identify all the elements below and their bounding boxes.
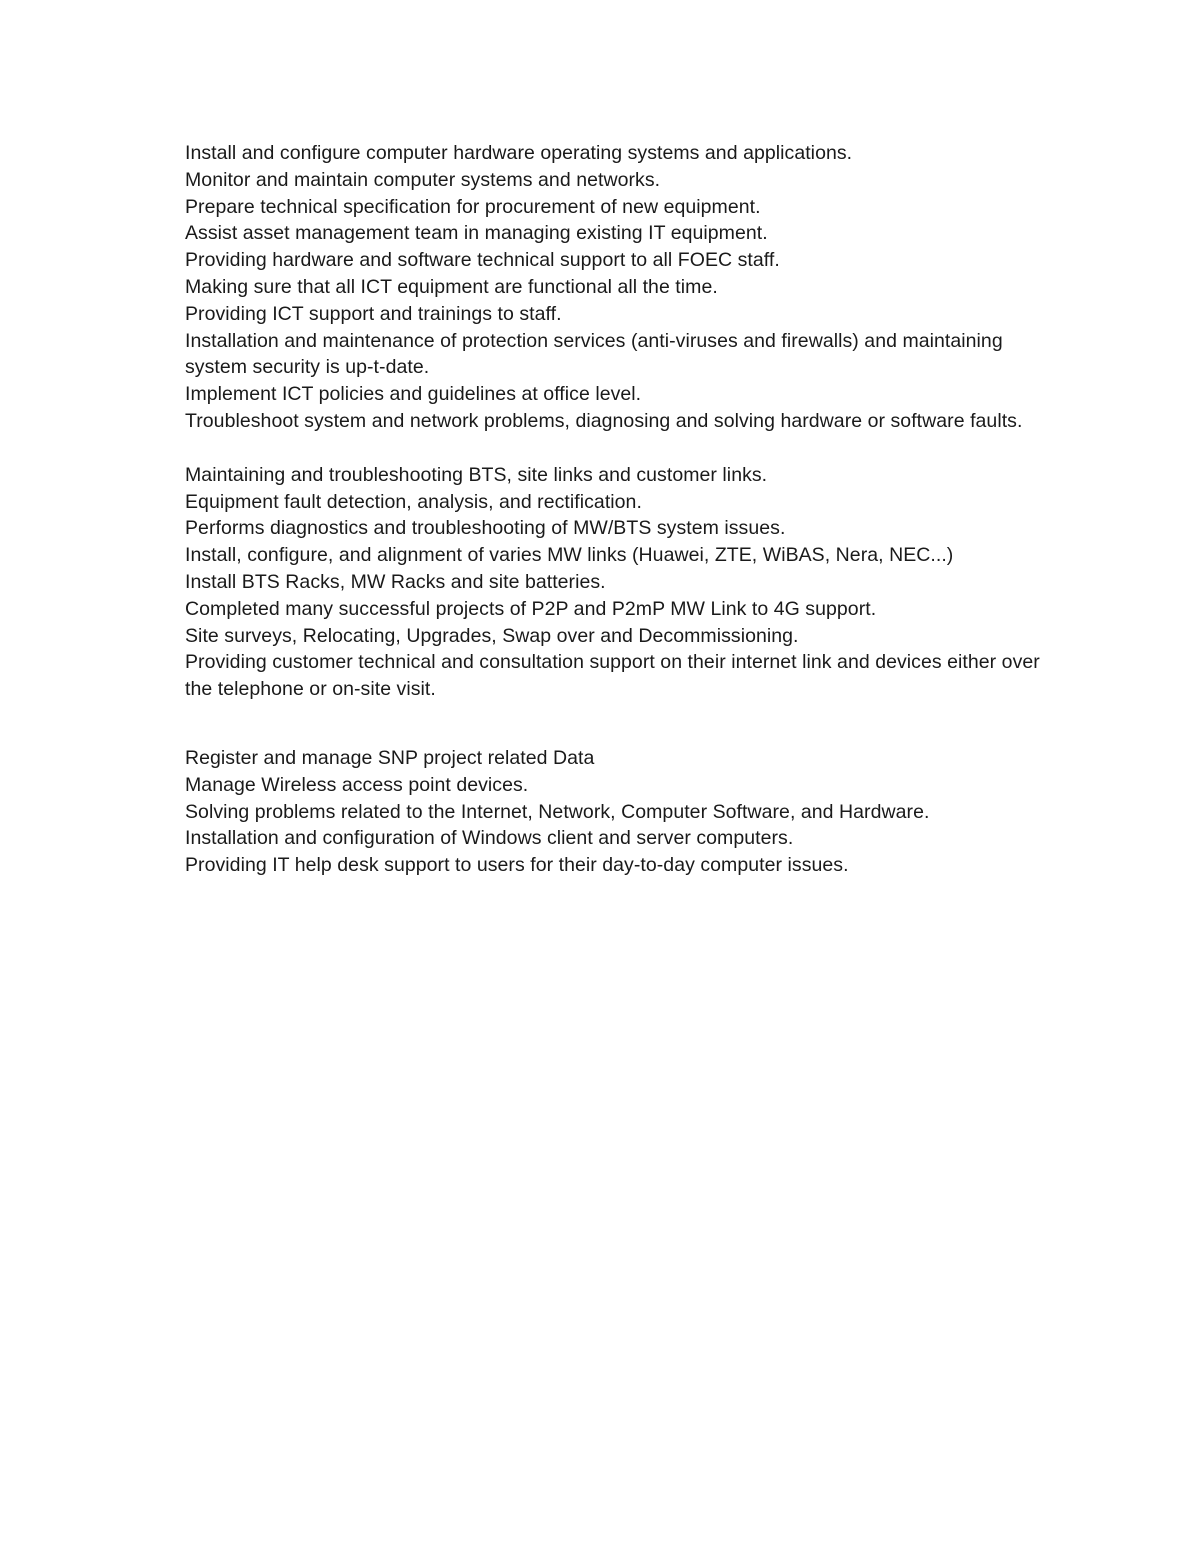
list-item: Installation and maintenance of protection services (anti-viruses and firewalls) and maintaining system security is up-t-date. <box>185 329 1003 379</box>
list-item: Providing hardware and software technical support to all FOEC staff. <box>185 249 780 272</box>
list-item: Site surveys, Relocating, Upgrades, Swap over and Decommissioning. <box>185 624 799 647</box>
list-item: Install BTS Racks, MW Racks and site batteries. <box>185 570 606 593</box>
list-item: Maintaining and troubleshooting BTS, site links and customer links. <box>185 463 768 486</box>
list-item: Providing IT help desk support to users for their day-to-day computer issues. <box>185 854 849 877</box>
list-item: Assist asset management team in managing existing IT equipment. <box>185 222 768 245</box>
list-item: Implement ICT policies and guidelines at office level. <box>185 383 642 406</box>
list-item: Install, configure, and alignment of varies MW links (Huawei, ZTE, WiBAS, Nera, NEC...) <box>185 544 954 567</box>
list-item: Completed many successful projects of P2P and P2mP MW Link to 4G support. <box>185 597 877 620</box>
list-item: Prepare technical specification for procurement of new equipment. <box>185 195 761 218</box>
list-item: Equipment fault detection, analysis, and rectification. <box>185 490 642 513</box>
list-item: Install and configure computer hardware operating systems and applications. <box>185 142 853 164</box>
list-item: Troubleshoot system and network problems, diagnosing and solving hardware or software faults. <box>185 409 1023 432</box>
list-item: Register and manage SNP project related Data <box>185 746 595 769</box>
section-spacer <box>185 703 1065 745</box>
list-item: Installation and configuration of Windows client and server computers. <box>185 827 794 850</box>
duties-section-helpdesk <box>185 745 1065 879</box>
document-body <box>185 140 1065 879</box>
list-item: Providing customer technical and consultation support on their internet link and devices either over the telephone or on-site visit. <box>185 651 1040 701</box>
list-item: Monitor and maintain computer systems and networks. <box>185 168 661 191</box>
list-item: Solving problems related to the Internet, Network, Computer Software, and Hardware. <box>185 800 930 823</box>
duties-section-telecom <box>185 462 1065 703</box>
section-spacer <box>185 435 1065 462</box>
list-item: Making sure that all ICT equipment are functional all the time. <box>185 275 718 298</box>
duties-section-ict <box>185 140 1065 435</box>
list-item: Manage Wireless access point devices. <box>185 773 529 796</box>
list-item: Performs diagnostics and troubleshooting of MW/BTS system issues. <box>185 517 786 540</box>
list-item: Providing ICT support and trainings to staff. <box>185 302 562 325</box>
